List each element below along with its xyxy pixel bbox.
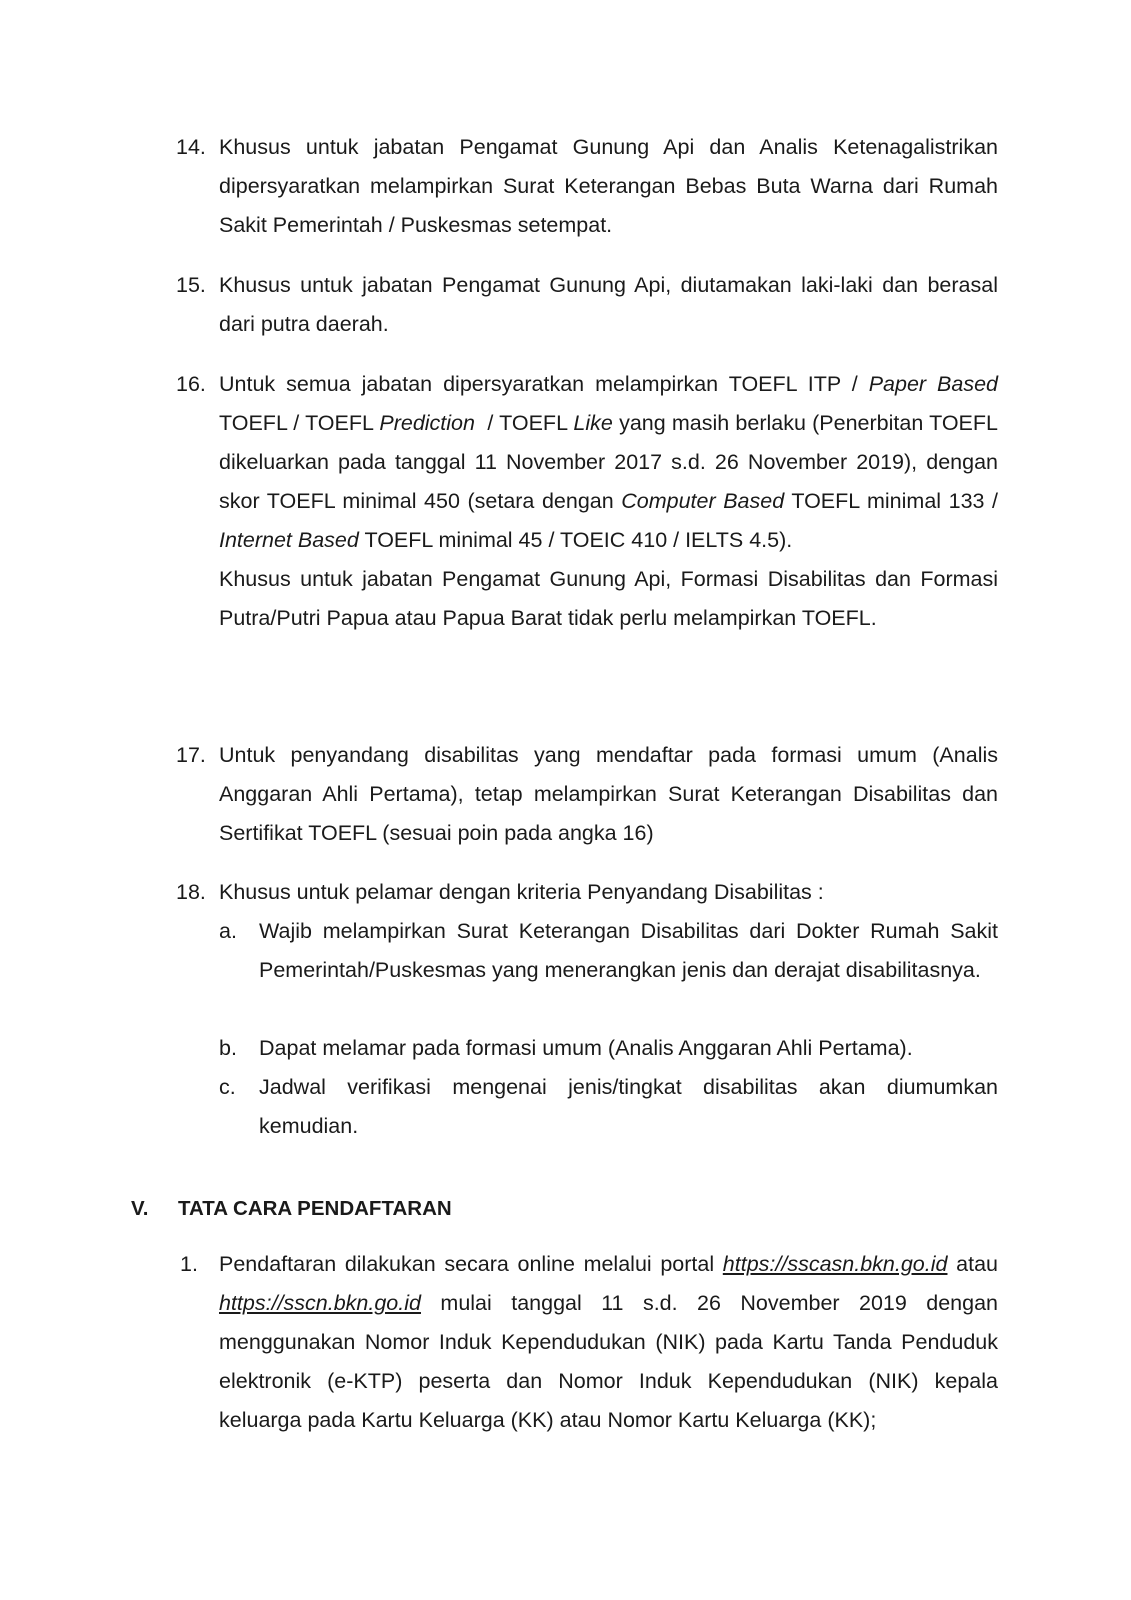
text-run: Pendaftaran dilakukan secara online melalui portal xyxy=(219,1252,723,1276)
text-run-italic: Internet Based xyxy=(219,528,359,552)
text-run-italic: Like xyxy=(573,411,613,435)
sub-item-letter: a. xyxy=(219,919,237,943)
text-run: yang masih berlaku (Penerbitan TOEFL dikeluarkan pada tanggal 11 November 2017 s.d. 26 November 2019), dengan skor TOEFL minimal 450 (setara dengan xyxy=(219,411,998,513)
sub-item-text: Jadwal verifikasi mengenai jenis/tingkat disabilitas akan diumumkan kemudian. xyxy=(259,1075,998,1138)
item-number: 14. xyxy=(176,135,206,159)
text-run-italic: Paper Based xyxy=(868,372,998,396)
sub-item-text: Dapat melamar pada formasi umum (Analis Anggaran Ahli Pertama). xyxy=(259,1036,913,1060)
item-number: 16. xyxy=(176,372,206,396)
item-text: Khusus untuk jabatan Pengamat Gunung Api dan Analis Ketenagalistrikan dipersyaratkan melampirkan Surat Keterangan Bebas Buta Warna dari Rumah Sakit Pemerintah / Puskesmas setempat. xyxy=(219,135,998,237)
item-text xyxy=(219,365,998,638)
item-text: Untuk penyandang disabilitas yang mendaftar pada formasi umum (Analis Anggaran Ahli Pertama), tetap melampirkan Surat Keterangan Disabilitas dan Sertifikat TOEFL (sesuai poin pada angka 16) xyxy=(219,743,998,845)
item-number: 18. xyxy=(176,880,206,904)
item-number: 1. xyxy=(180,1252,198,1276)
item-number: 15. xyxy=(176,273,206,297)
text-run: Untuk semua jabatan dipersyaratkan melampirkan TOEFL ITP / xyxy=(219,372,869,396)
sub-item-letter: b. xyxy=(219,1036,237,1060)
text-run: / TOEFL xyxy=(474,411,574,435)
text-run: atau xyxy=(947,1252,998,1276)
text-run-italic: Computer Based xyxy=(621,489,785,513)
toefl-exemption-paragraph: Khusus untuk jabatan Pengamat Gunung Api, Formasi Disabilitas dan Formasi Putra/Putri Papua atau Papua Barat tidak perlu melampirkan TOEFL. xyxy=(219,567,998,630)
sub-item-letter: c. xyxy=(219,1075,236,1099)
text-run: TOEFL minimal 45 / TOEIC 410 / IELTS 4.5). xyxy=(358,528,793,552)
item-number: 17. xyxy=(176,743,206,767)
sub-item-text: Wajib melampirkan Surat Keterangan Disabilitas dari Dokter Rumah Sakit Pemerintah/Puskesmas yang menerangkan jenis dan derajat disabilitasnya. xyxy=(259,919,998,982)
toefl-requirement-paragraph xyxy=(219,365,998,560)
item-text: Khusus untuk pelamar dengan kriteria Penyandang Disabilitas : xyxy=(219,880,824,904)
text-run: mulai tanggal 11 s.d. 26 November 2019 dengan menggunakan Nomor Induk Kependudukan (NIK) pada Kartu Tanda Penduduk elektronik (e-KTP) peserta dan Nomor Induk Kependudukan (NIK) kepala keluarga pada Kartu Keluarga (KK) atau Nomor Kartu Keluarga (KK); xyxy=(219,1291,998,1432)
text-run-italic: Prediction xyxy=(379,411,475,435)
section-title: TATA CARA PENDAFTARAN xyxy=(178,1197,452,1220)
item-text xyxy=(219,1245,998,1440)
text-run: TOEFL minimal 133 / xyxy=(784,489,999,513)
sscn-portal-link[interactable]: https://sscn.bkn.go.id xyxy=(219,1291,421,1315)
section-number: V. xyxy=(131,1197,149,1220)
text-run: TOEFL / TOEFL xyxy=(219,411,380,435)
sscasn-portal-link[interactable]: https://sscasn.bkn.go.id xyxy=(722,1252,948,1276)
item-text: Khusus untuk jabatan Pengamat Gunung Api, diutamakan laki-laki dan berasal dari putra daerah. xyxy=(219,273,998,336)
